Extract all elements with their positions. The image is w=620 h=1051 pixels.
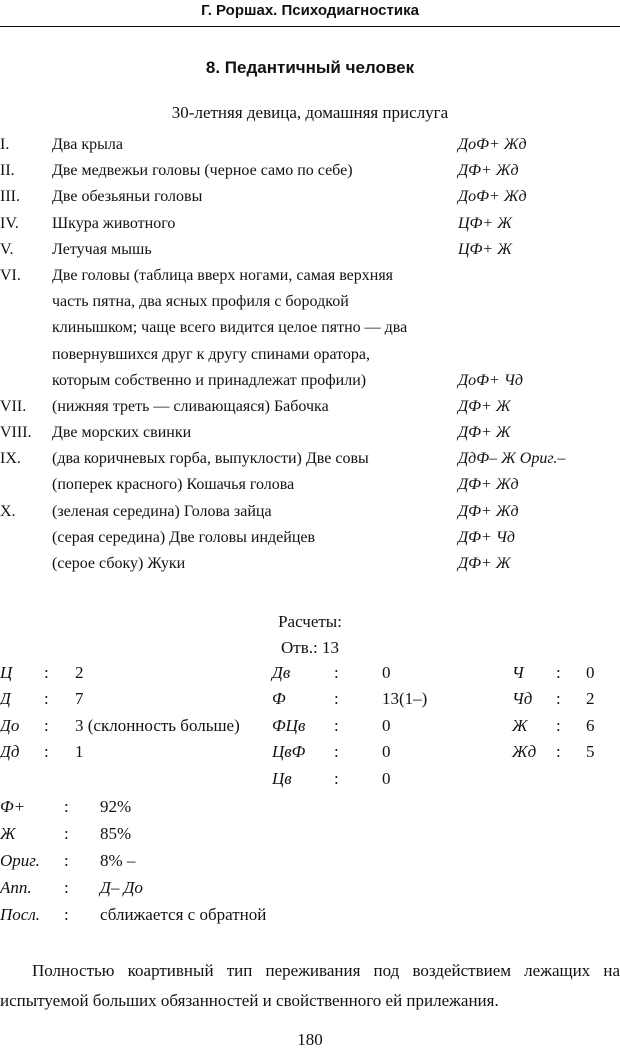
calc-symbol: Дв [272,663,291,682]
calc-value: 5 [586,742,595,761]
response-text: (серое сбоку) Жуки [52,555,186,572]
response-code: ДдФ– Ж Ориг.– [458,450,566,468]
page-number: 180 [297,1030,323,1049]
response-number: VI. [0,266,21,284]
response-number: VIII. [0,424,32,442]
percent-colon: : [64,824,69,843]
calc-colon: : [334,663,339,682]
response-code: ДФ+ Ж [458,555,511,572]
response-text: (поперек красного) Кошачья голова [52,476,295,494]
calc-symbol: Ж [512,716,528,735]
response-text: Две обезьяньи головы [52,188,203,206]
calc-colon: : [556,742,561,761]
calc-symbol: Цв [272,769,292,788]
response-number: III. [0,188,20,206]
calc-symbol: Ч [512,663,524,682]
response-text: клинышком; чаще всего видится целое пятно — два [52,319,408,337]
subject-description: 30-летняя девица, домашняя прислуга [171,103,449,122]
calc-value: 0 [382,742,391,761]
response-text: повернувшихся друг к другу спинами оратора, [52,345,371,363]
response-text: (нижняя треть — сливающаяся) Бабочка [52,397,329,415]
response-row [0,450,620,476]
response-code: ДФ+ Ж [458,424,511,442]
response-text: часть пятна, два ясных профиля с бородкой [52,293,349,311]
percent-symbol: Ж [0,824,16,843]
response-code: ЦФ+ Ж [458,240,512,258]
response-code: ДФ+ Ж [458,397,511,415]
response-row [0,476,620,502]
response-number: IV. [0,214,19,232]
calc-colon: : [44,663,49,682]
calc-colon: : [44,742,49,761]
response-row [0,267,620,293]
percent-value: Д– До [100,878,143,897]
responses-list [0,136,620,581]
calc-colon: : [44,689,49,708]
calc-colon: : [556,663,561,682]
percent-value: сближается с обратной [100,905,267,924]
percent-value: 92% [100,797,132,816]
percent-symbol: Апп. [0,878,32,897]
response-text: Летучая мышь [52,240,152,258]
response-row [0,424,620,450]
calc-value: 0 [382,769,391,788]
response-number: V. [0,240,14,258]
percent-symbol: Посл. [0,905,40,924]
response-row [0,555,620,581]
response-row [0,215,620,241]
calc-value: 7 [75,689,84,708]
response-row [0,346,620,372]
response-text: (серая середина) Две головы индейцев [52,528,316,546]
calc-colon: : [556,689,561,708]
response-text: Две медвежьи головы (черное само по себе) [52,162,353,180]
calc-symbol: ЦвФ [272,742,306,761]
calc-symbol: Жд [512,742,537,761]
calc-value: 0 [382,663,391,682]
response-number: VII. [0,397,27,415]
conclusion-text: Полностью коартивный тип переживания под воздействием лежащих на испытуемой больших обязанностей и свойственного ей прилежания. [0,961,620,1010]
percent-symbol: Ф+ [0,797,26,816]
response-row [0,319,620,345]
calc-value: 1 [75,742,84,761]
response-text: (два коричневых горба, выпуклости) Две совы [52,450,369,468]
percent-value: 8% – [100,851,136,870]
response-code: ДоФ+ Жд [458,188,527,206]
calc-symbol: Дд [0,742,20,761]
running-title: Г. Роршах. Психодиагностика [201,2,419,19]
response-row [0,372,620,398]
response-text: Две головы (таблица вверх ногами, самая верхняя [52,266,394,284]
calc-symbol: Чд [512,689,533,708]
response-number: II. [0,162,15,180]
calc-value: 0 [382,716,391,735]
percent-symbol: Ориг. [0,851,40,870]
percent-colon: : [64,905,69,924]
response-row [0,162,620,188]
header-rule [0,26,620,27]
response-text: (зеленая середина) Голова зайца [52,502,272,520]
response-code: ДоФ+ Жд [458,136,527,153]
response-text: Шкура животного [52,214,176,232]
calc-colon: : [334,742,339,761]
response-code: ДФ+ Жд [458,476,519,494]
percent-colon: : [64,851,69,870]
chapter-title: 8. Педантичный человек [205,58,415,77]
percent-value: 85% [100,824,132,843]
calculations-title: Расчеты: [278,612,342,631]
calc-value: 2 [75,663,84,682]
response-number: IX. [0,450,21,468]
response-code: ЦФ+ Ж [458,214,512,232]
response-code: ДФ+ Чд [458,528,515,546]
calc-colon: : [556,716,561,735]
calc-symbol: Ф [272,689,286,708]
response-number: I. [0,136,10,153]
calc-colon: : [44,716,49,735]
response-row [0,293,620,319]
calc-colon: : [334,689,339,708]
calc-value: 6 [586,716,595,735]
response-text: которым собственно и принадлежат профили) [52,371,367,389]
calc-symbol: До [0,716,20,735]
calc-colon: : [334,769,339,788]
response-text: Две морских свинки [52,424,192,442]
response-row [0,241,620,267]
conclusion-paragraph [0,956,620,1016]
calc-value: 13(1–) [382,689,428,708]
percent-colon: : [64,878,69,897]
response-row [0,136,620,162]
response-row [0,503,620,529]
calc-symbol: Ц [0,663,13,682]
calc-value: 3 (склонность больше) [75,716,240,735]
percent-colon: : [64,797,69,816]
calc-symbol: Д [0,689,11,708]
response-text: Два крыла [52,136,123,153]
response-code: ДФ+ Жд [458,162,519,180]
response-number: X. [0,502,16,520]
response-row [0,188,620,214]
response-row [0,529,620,555]
response-code: ДФ+ Жд [458,502,519,520]
calc-value: 2 [586,689,595,708]
calc-value: 0 [586,663,595,682]
response-row [0,398,620,424]
response-code: ДоФ+ Чд [458,371,523,389]
responses-total: Отв.: 13 [281,638,339,657]
calc-symbol: ФЦв [272,716,306,735]
calc-colon: : [334,716,339,735]
